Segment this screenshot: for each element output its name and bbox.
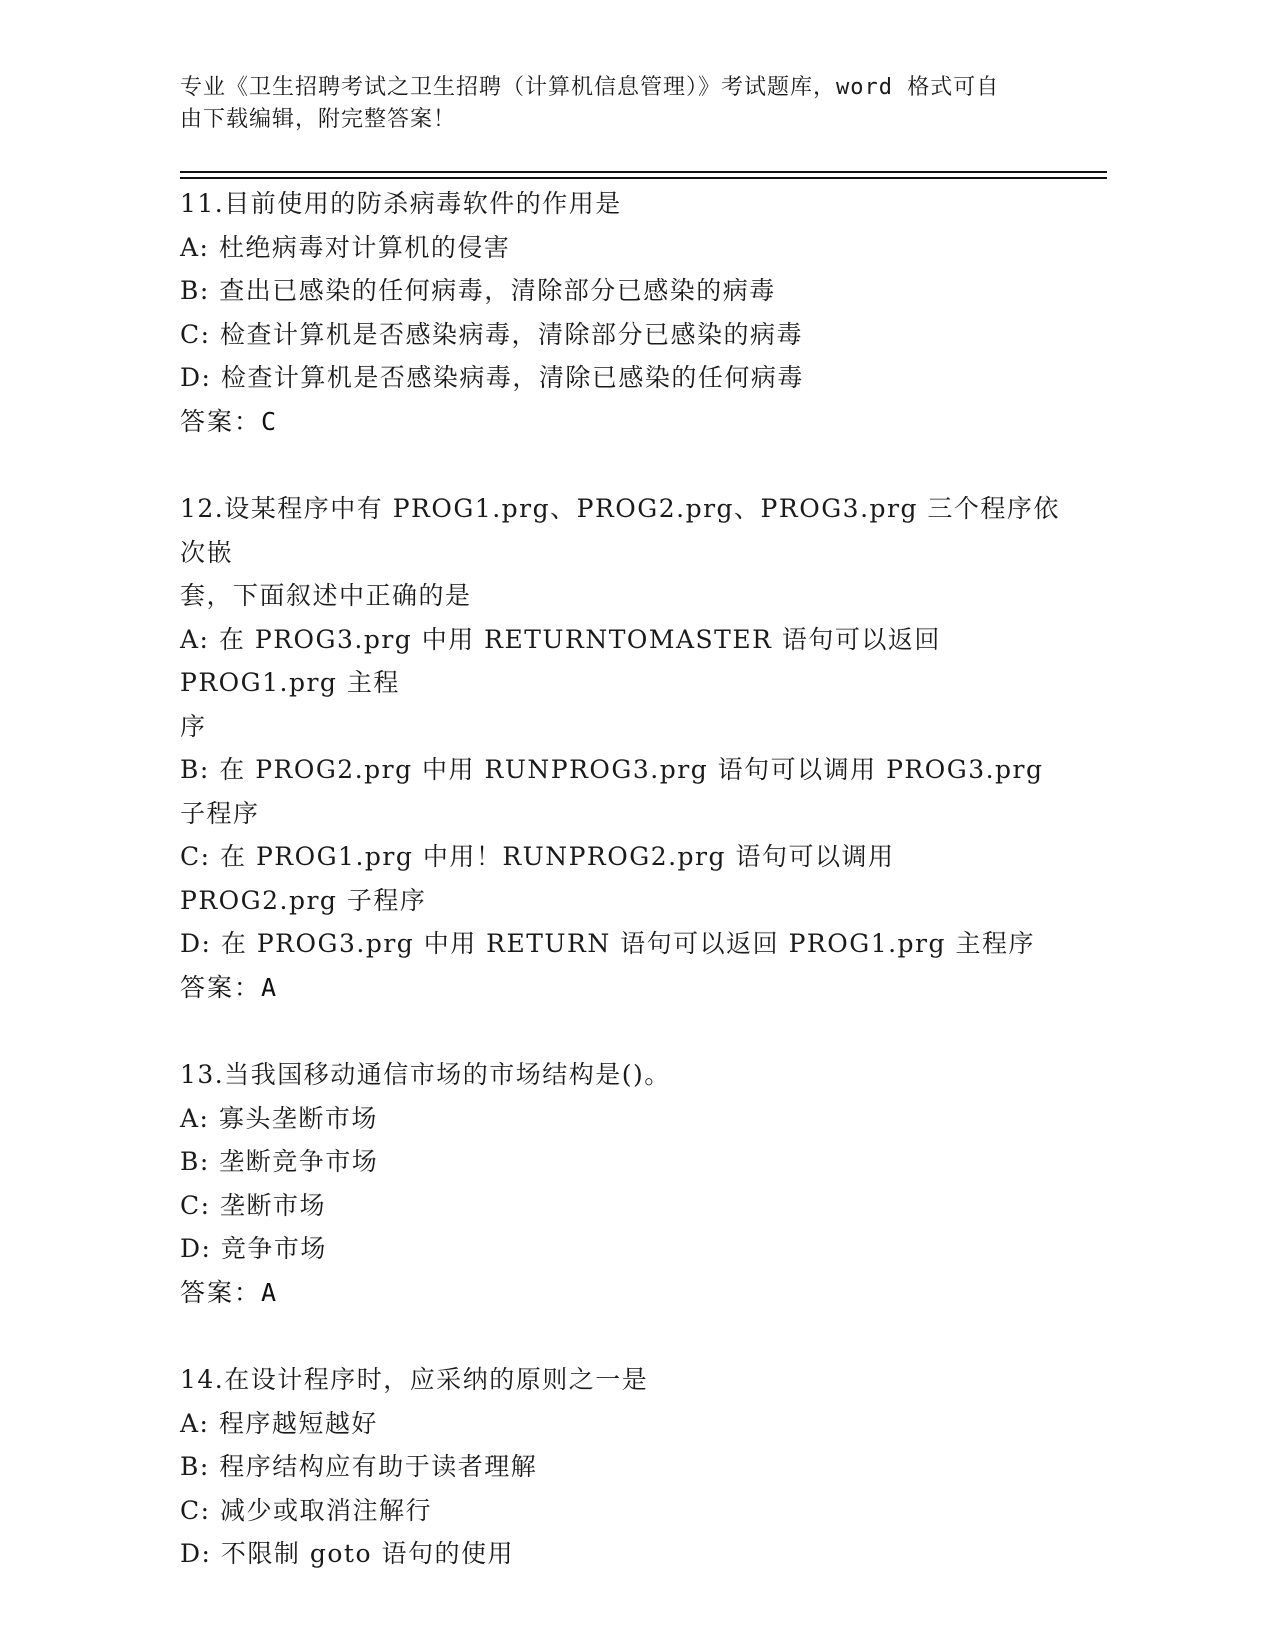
answer-value: A [261, 972, 279, 1002]
question-stem [180, 1053, 1060, 1097]
question-14 [180, 1358, 1060, 1576]
option-c: C: 在 PROG1.prg 中用！RUNPROG2.prg 语句可以调用 PROG2.prg 子程序 [180, 842, 895, 915]
answer-label: 答案： [180, 1277, 262, 1307]
answer-line [180, 1271, 1060, 1315]
question-number: 14. [180, 1365, 225, 1394]
answer-value: C [261, 406, 279, 436]
option-d: D: 在 PROG3.prg 中用 RETURN 语句可以返回 PROG1.prg 主程序 [180, 929, 1035, 958]
option-d: D: 检查计算机是否感染病毒，清除已感染的任何病毒 [180, 363, 804, 392]
answer-line [180, 400, 1060, 444]
option-c: C: 减少或取消注解行 [180, 1495, 432, 1525]
question-stem [180, 1358, 1060, 1402]
question-list [180, 182, 1060, 1620]
question-stem-line-2: 套，下面叙述中正确的是 [180, 581, 472, 610]
header-divider-bottom [180, 177, 1107, 179]
option-a: A: 杜绝病毒对计算机的侵害 [180, 232, 511, 262]
option-a-continued: 序 [180, 711, 207, 741]
option-b: B: 在 PROG2.prg 中用 RUNPROG3.prg 语句可以调用 PROG3.prg 子程序 [180, 755, 1044, 828]
question-stem-line: 当我国移动通信市场的市场结构是()。 [224, 1060, 671, 1089]
option-b: B: 垄断竞争市场 [180, 1147, 379, 1176]
option-c: C: 垄断市场 [180, 1190, 326, 1220]
option-a: A: 在 PROG3.prg 中用 RETURNTOMASTER 语句可以返回 PROG1.prg 主程 [180, 624, 941, 697]
header-line-1: 专业《卫生招聘考试之卫生招聘（计算机信息管理）》考试题库，word 格式可自 [180, 75, 1000, 100]
question-13 [180, 1053, 1060, 1314]
option-b: B: 查出已感染的任何病毒，清除部分已感染的病毒 [180, 276, 776, 305]
question-stem-line: 目前使用的防杀病毒软件的作用是 [224, 189, 622, 218]
option-d: D: 竞争市场 [180, 1234, 327, 1263]
question-number: 13. [180, 1060, 225, 1089]
question-stem [180, 182, 1060, 226]
option-a: A: 寡头垄断市场 [180, 1103, 378, 1133]
question-stem [180, 487, 1060, 574]
answer-label: 答案： [180, 972, 262, 1002]
question-12 [180, 487, 1060, 1009]
document-header [180, 72, 1040, 136]
answer-value: A [261, 1277, 279, 1307]
option-d: D: 不限制 goto 语句的使用 [180, 1539, 514, 1568]
question-number: 11. [180, 189, 225, 218]
answer-line [180, 966, 1060, 1010]
header-line-2: 由下载编辑，附完整答案！ [180, 107, 457, 132]
answer-label: 答案： [180, 406, 262, 436]
question-number: 12. [180, 494, 225, 523]
question-11 [180, 182, 1060, 443]
question-stem-line: 设某程序中有 PROG1.prg、PROG2.prg、PROG3.prg 三个程序依次嵌 [180, 494, 1060, 567]
question-stem-line: 在设计程序时，应采纳的原则之一是 [224, 1365, 649, 1394]
option-c: C: 检查计算机是否感染病毒，清除部分已感染的病毒 [180, 319, 804, 349]
option-b: B: 程序结构应有助于读者理解 [180, 1452, 538, 1481]
option-a: A: 程序越短越好 [180, 1408, 378, 1438]
header-divider-top [180, 171, 1107, 173]
